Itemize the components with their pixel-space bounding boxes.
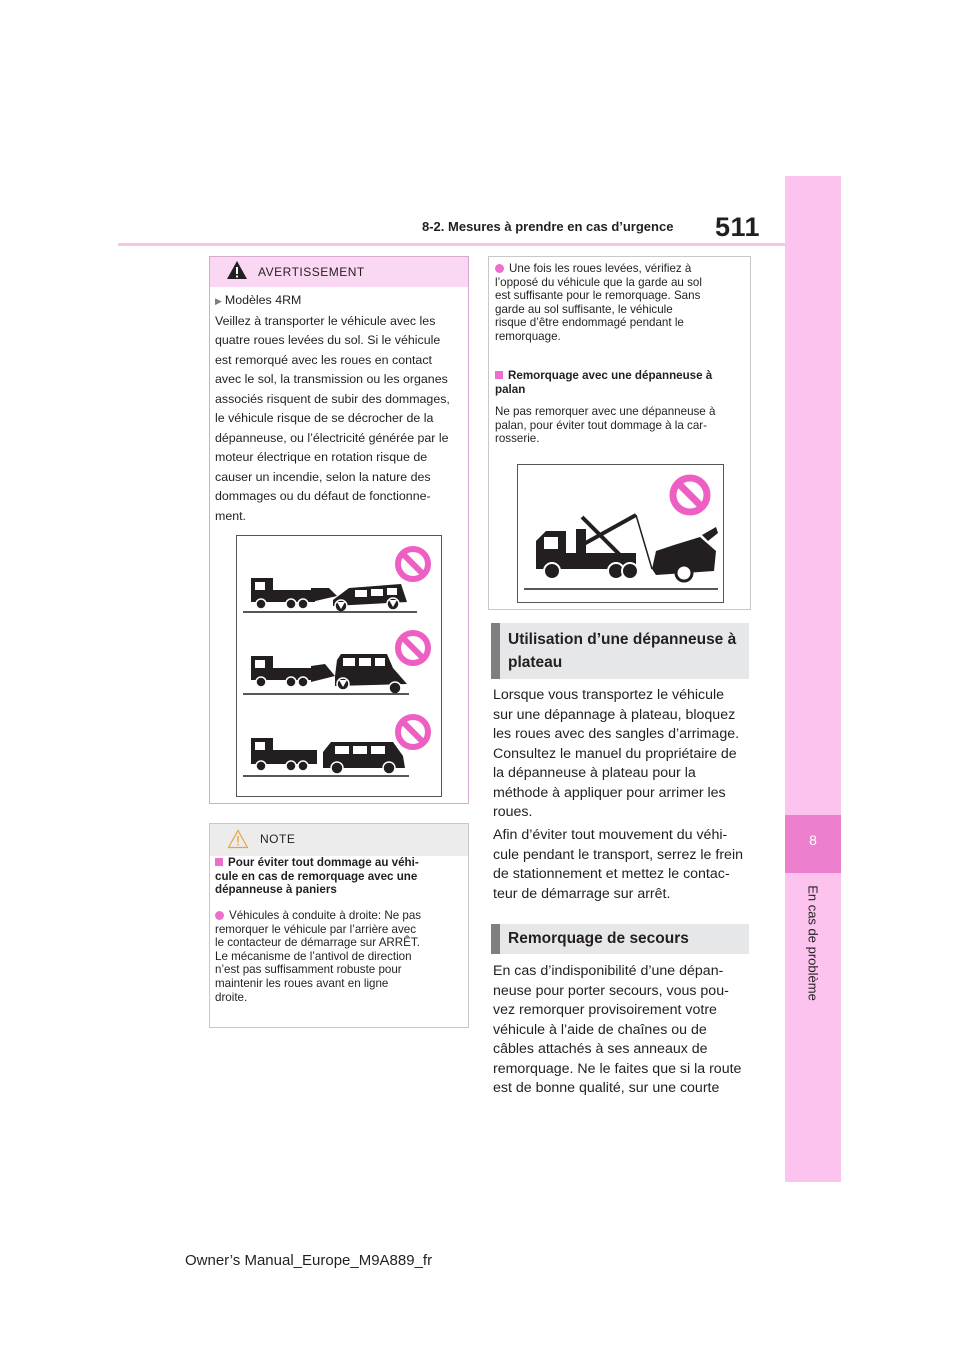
note-header bbox=[210, 824, 468, 856]
note-heading-line bbox=[230, 856, 476, 870]
warning-line: dommages ou du défaut de fonctionne- bbox=[215, 489, 431, 503]
warning-title: AVERTISSEMENT bbox=[258, 265, 365, 279]
towing-prohibited-illustration bbox=[236, 535, 442, 797]
note-heading-line: cule en cas de remorquage avec une bbox=[215, 869, 418, 883]
right-bullet-line: l’opposé du véhicule que la garde au sol bbox=[495, 275, 702, 289]
right-heading-text: Remorquage avec une dépanneuse à bbox=[508, 369, 713, 382]
paragraph-line: remorquage. Ne le faites que si la route bbox=[493, 1060, 742, 1077]
warning-line: dépanneuse, ou l’électricité générée par le bbox=[215, 430, 449, 445]
right-text-line: rosserie. bbox=[495, 432, 540, 446]
chapter-number: 8 bbox=[809, 832, 817, 848]
header-divider bbox=[118, 243, 786, 246]
note-bullet-line: le contacteur de démarrage sur ARRÊT. bbox=[215, 936, 420, 950]
paragraph-line: de stationnement et mettez le contac- bbox=[493, 866, 730, 882]
right-text-line: Ne pas remorquer avec une dépanneuse à bbox=[495, 405, 716, 418]
paragraph-line: les roues avec des sangles d’arrimage. bbox=[493, 726, 740, 742]
paragraph-line: teur de démarrage sur arrêt. bbox=[493, 885, 671, 902]
page-number: 511 bbox=[715, 212, 761, 242]
note-bullet-line: maintenir les roues avant en ligne bbox=[215, 976, 389, 990]
right-bullet bbox=[495, 262, 755, 344]
note-bullet-line: remorquer le véhicule par l’arrière avec bbox=[215, 922, 417, 936]
note-bullet-line: n’est pas suffisamment robuste pour bbox=[215, 963, 402, 977]
chapter-title: En cas de problème bbox=[805, 885, 821, 1001]
right-bullet-line: remorquage. bbox=[495, 329, 561, 343]
paragraph-line: neuse pour porter secours, vous pou- bbox=[493, 982, 729, 999]
right-bullet-line: est suffisante pour le remorquage. Sans bbox=[495, 289, 701, 303]
section-header: 8-2. Mesures à prendre en cas d’urgence bbox=[422, 219, 674, 234]
right-heading-line bbox=[510, 369, 755, 383]
paragraph-line: sur une dépannage à plateau, bloquez bbox=[493, 706, 736, 723]
note-heading-line: dépanneuse à paniers bbox=[215, 883, 337, 897]
section-heading-emergency-towing: Remorquage de secours bbox=[491, 924, 749, 954]
right-text bbox=[495, 405, 740, 446]
paragraph-line: est de bonne qualité, sur une courte bbox=[493, 1080, 720, 1096]
note-bullet bbox=[215, 909, 476, 1004]
paragraph-line: En cas d’indisponibilité d’une dépan- bbox=[493, 963, 724, 979]
note-triangle-icon bbox=[227, 829, 249, 849]
chapter-title-vertical bbox=[785, 873, 841, 1013]
tow-row-2 bbox=[243, 633, 428, 694]
note-heading-text: Pour éviter tout dommage au véhi- bbox=[228, 856, 419, 869]
tow-row-3 bbox=[243, 717, 428, 776]
flatbed-paragraph-1 bbox=[493, 686, 753, 823]
right-heading bbox=[495, 369, 755, 396]
tow-row-1 bbox=[243, 549, 428, 612]
note-title: NOTE bbox=[260, 832, 296, 846]
section-heading-line: Utilisation d’une dépanneuse à bbox=[508, 631, 737, 648]
round-bullet-icon bbox=[215, 911, 224, 920]
chapter-side-tab bbox=[785, 176, 841, 1182]
warning-line: moteur électrique en rotation risque de bbox=[215, 450, 428, 464]
paragraph-line: Lorsque vous transportez le véhicule bbox=[493, 687, 725, 703]
paragraph-line: véhicule à l’aide de chaînes ou de bbox=[493, 1021, 707, 1038]
warning-line: est remorqué avec les roues en contact bbox=[215, 352, 432, 367]
note-bullet-line bbox=[230, 909, 476, 923]
square-bullet-icon bbox=[215, 858, 223, 866]
footer-text: Owner’s Manual_Europe_M9A889_fr bbox=[185, 1252, 433, 1269]
triangle-bullet-icon: ▶ bbox=[215, 296, 222, 306]
warning-body bbox=[215, 291, 465, 526]
right-bullet-line: risque d’être endommagé pendant le bbox=[495, 316, 684, 330]
round-bullet-icon bbox=[495, 264, 504, 273]
paragraph-line: roues. bbox=[493, 804, 533, 820]
note-heading bbox=[215, 856, 476, 897]
right-heading-line: palan bbox=[495, 382, 526, 396]
right-bullet-line: garde au sol suffisante, le véhicule bbox=[495, 302, 673, 316]
right-text-line: palan, pour éviter tout dommage à la car- bbox=[495, 418, 708, 432]
paragraph-line: méthode à appliquer pour arrimer les bbox=[493, 784, 726, 801]
note-bullet-line: droite. bbox=[215, 990, 248, 1004]
note-bullet-text: Véhicules à conduite à droite: Ne pas bbox=[229, 909, 422, 922]
towing-4wd-figure bbox=[237, 536, 441, 796]
warning-line: quatre roues levées du sol. Si le véhicule bbox=[215, 333, 441, 347]
emergency-towing-paragraph bbox=[493, 962, 753, 1099]
section-heading-flatbed bbox=[491, 623, 749, 679]
paragraph-line: Afin d’éviter tout mouvement du véhi- bbox=[493, 827, 728, 843]
warning-line: Veillez à transporter le véhicule avec les bbox=[215, 313, 436, 328]
hoist-tow-figure bbox=[518, 465, 723, 602]
warning-triangle-icon bbox=[226, 260, 248, 280]
warning-line: causer un incendie, selon la nature des bbox=[215, 469, 431, 484]
warning-subhead bbox=[215, 291, 465, 312]
warning-line: ment. bbox=[215, 508, 246, 523]
paragraph-line: vez remorquer provisoirement votre bbox=[493, 1002, 717, 1018]
paragraph-line: cule pendant le transport, serrez le frein bbox=[493, 846, 743, 863]
right-bullet-line bbox=[510, 262, 755, 276]
paragraph-line: câbles attachés à ses anneaux de bbox=[493, 1041, 708, 1057]
paragraph-line: Consultez le manuel du propriétaire de bbox=[493, 745, 737, 762]
note-bullet-line: Le mécanisme de l’antivol de direction bbox=[215, 949, 412, 963]
flatbed-paragraph-2 bbox=[493, 826, 753, 904]
square-bullet-icon bbox=[495, 371, 503, 379]
warning-header bbox=[210, 257, 468, 287]
paragraph-line: la dépanneuse à plateau pour la bbox=[493, 765, 696, 781]
right-bullet-text: Une fois les roues levées, vérifiez à bbox=[509, 262, 692, 275]
warning-line: associés risquent de subir des dommages, bbox=[215, 391, 450, 406]
warning-line: le véhicule risque de se décrocher de la bbox=[215, 411, 434, 425]
hoist-tow-prohibited-illustration bbox=[517, 464, 724, 603]
warning-subhead-text: Modèles 4RM bbox=[224, 293, 302, 307]
section-heading-line: plateau bbox=[508, 654, 563, 671]
warning-line: avec le sol, la transmission ou les organes bbox=[215, 372, 448, 386]
